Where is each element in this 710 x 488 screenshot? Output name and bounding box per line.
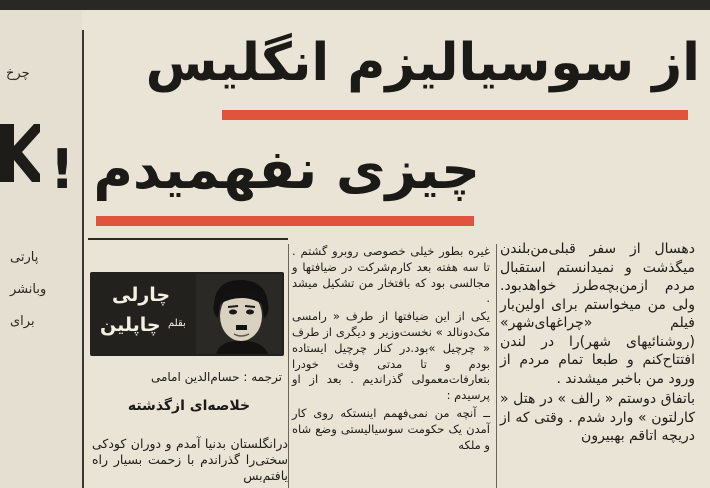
fragment-text: پارتی bbox=[10, 250, 39, 265]
paragraph: باتفاق دوستم « رالف » در هتل « کارلتون » وارد شدم . وقتی که از دریچه اتاقم بهبیرون bbox=[500, 391, 695, 444]
logo-name-line-1: چارلی bbox=[112, 284, 171, 306]
logo-name-line-2: چاپلین bbox=[100, 314, 161, 336]
fragment-text: چرخ bbox=[6, 66, 30, 81]
fragment-text: وبانشر bbox=[10, 282, 47, 297]
headline-underline-1 bbox=[222, 110, 688, 120]
adjacent-column-strip bbox=[0, 10, 82, 488]
paragraph: درانگلستان بدنیا آمدم و دوران کودکی سختی‌را گذراندم با زحمت بسیار راه یافتم‌بس bbox=[92, 436, 288, 483]
paragraph: یکی از این ضیافتها از طرف « رامسی مک‌دونالد » نخست‌وزیر و دیگری از طرف « چرچیل »بود.در کنار چرچیل ایستاده بودم و تا مدتی وقت خودرا بتعارفات‌معمولی گذراندیم . بعد از او پرسیدم : bbox=[292, 309, 490, 403]
article-column-left bbox=[92, 436, 288, 486]
article-column-right bbox=[500, 240, 695, 448]
cropped-letter-shape bbox=[0, 118, 40, 188]
summary-heading: خلاصه‌ای از‌گذشته bbox=[127, 398, 251, 414]
headline-line-1: از سوسیالیزم انگلیس bbox=[145, 33, 700, 93]
paragraph: غیره بطور خیلی خصوصی روبرو گشتم . تا سه هفته بعد کارم‌شرکت در ضیافتها و مجالسی بود که بافتخار من تشکیل میشد . bbox=[292, 244, 490, 306]
section-rule bbox=[88, 238, 288, 240]
headline-underline-2 bbox=[96, 216, 474, 226]
chaplin-portrait-icon bbox=[196, 274, 282, 354]
column-rule bbox=[288, 244, 289, 488]
article-column-middle bbox=[292, 244, 490, 455]
top-border bbox=[0, 0, 710, 10]
translator-credit: ترجمه : حسام‌الدین امامی bbox=[150, 370, 282, 384]
paragraph: دهسال از سفر قبلی‌من‌بلندن میگذشت و نمیدانستم استقبال مردم از‌من‌بچه‌طرز خواهدبود. ولی من میخواستم برای اولین‌بار فیلم «چراغهای‌شهر» (روشنائیهای شهر)را در لندن افتتاح‌کنم و طبعا تمام مردم از ورود من باخبر میشدند . bbox=[500, 241, 695, 387]
logo-by: بقلم bbox=[168, 318, 186, 329]
fragment-text: برای bbox=[10, 314, 35, 329]
column-rule bbox=[496, 244, 497, 488]
paragraph: ــ آنچه من نمی‌فهمم اینستکه روی کار آمدن یک حکومت سوسیالیستی وضع شاه و ملکه bbox=[292, 405, 490, 452]
column-divider bbox=[82, 30, 84, 488]
headline-line-2: چیزی نفهمیدم ! bbox=[49, 138, 480, 201]
